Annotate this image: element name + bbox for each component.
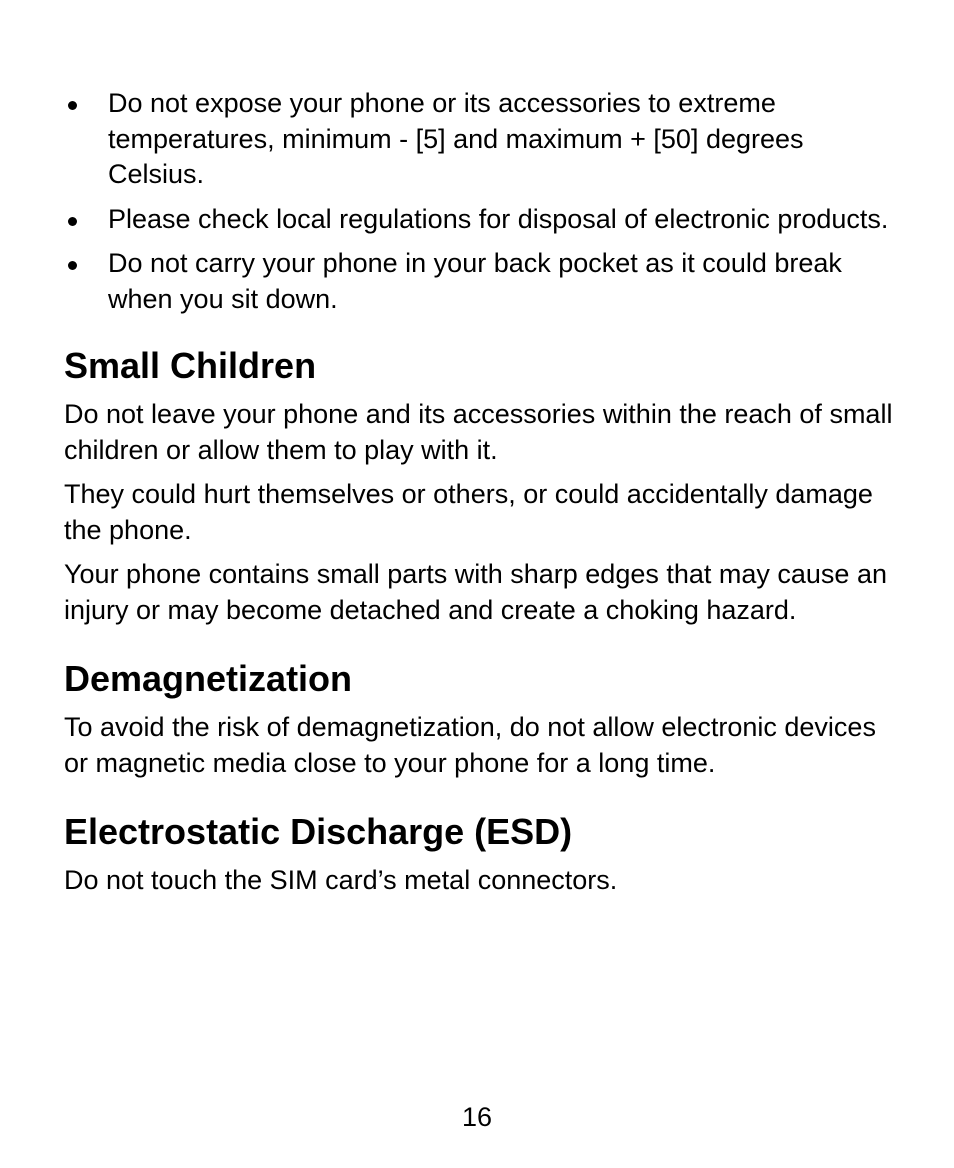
bullet-text: Please check local regulations for disposal of electronic products. <box>108 203 889 234</box>
paragraph: Do not touch the SIM card’s metal connectors. <box>64 865 618 895</box>
bullet-list <box>64 86 894 317</box>
paragraph: Your phone contains small parts with sharp edges that may cause an injury or may become detached and create a choking hazard. <box>64 559 887 625</box>
section-demagnetization <box>64 658 894 781</box>
paragraph: They could hurt themselves or others, or could accidentally damage the phone. <box>64 479 873 545</box>
section-esd <box>64 811 894 899</box>
section-heading: Small Children <box>64 345 317 386</box>
paragraph: To avoid the risk of demagnetization, do not allow electronic devices or magnetic media close to your phone for a long time. <box>64 712 876 778</box>
bullet-text: Do not carry your phone in your back pocket as it could break when you sit down. <box>108 248 842 314</box>
bullet-item <box>64 246 894 317</box>
bullet-icon <box>68 101 77 110</box>
paragraph: Do not leave your phone and its accessories within the reach of small children or allow them to play with it. <box>64 399 893 465</box>
section-small-children <box>64 345 894 628</box>
document-page <box>64 86 894 908</box>
bullet-text: Do not expose your phone or its accessories to extreme temperatures, minimum - [5] and maximum + [50] degrees Celsius. <box>108 88 804 189</box>
bullet-icon <box>68 217 77 226</box>
bullet-item <box>64 86 894 193</box>
page-number: 16 <box>461 1102 493 1132</box>
bullet-icon <box>68 261 77 270</box>
section-heading: Electrostatic Discharge (ESD) <box>64 811 573 852</box>
section-heading: Demagnetization <box>64 658 353 699</box>
bullet-item <box>64 202 894 238</box>
